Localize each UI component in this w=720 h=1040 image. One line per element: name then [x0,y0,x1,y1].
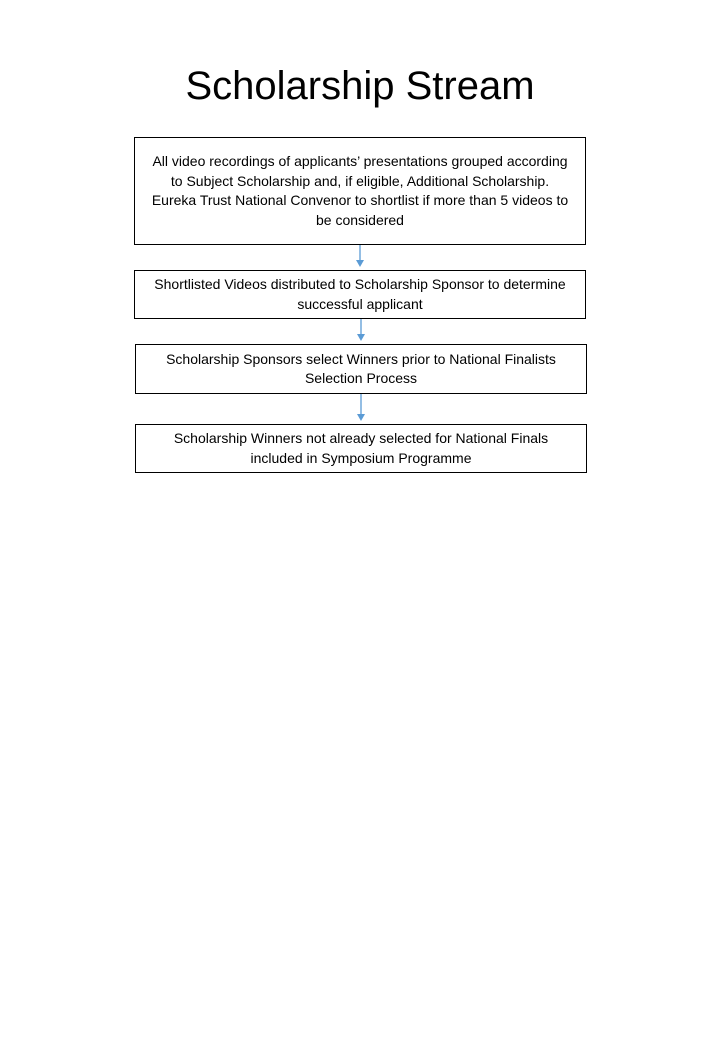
step-2-box [134,270,586,319]
step-3-box [135,344,587,394]
step-4-text: Scholarship Winners not already selected for National Finals included in Symposium Programme [173,430,549,466]
arrow-step3-to-step4 [357,394,365,421]
step-3-text: Scholarship Sponsors select Winners prior to National Finalists Selection Process [166,350,556,386]
diagram-title: Scholarship Stream [185,64,535,108]
step-2-text: Shortlisted Videos distributed to Scholarship Sponsor to determine successful applicant [154,276,566,312]
step-1-line-1: All video recordings of applicants’ presentations grouped according to Subject Scholarship and, if eligible, Additional Scholarship. [152,153,568,189]
step-4-box [135,424,587,473]
step-1-line-2: Eureka Trust National Convenor to shortlist if more than 5 videos to be considered [151,192,569,228]
arrow-step2-to-step3 [357,319,365,341]
step-1-box [134,137,586,245]
arrow-step1-to-step2 [356,245,364,267]
